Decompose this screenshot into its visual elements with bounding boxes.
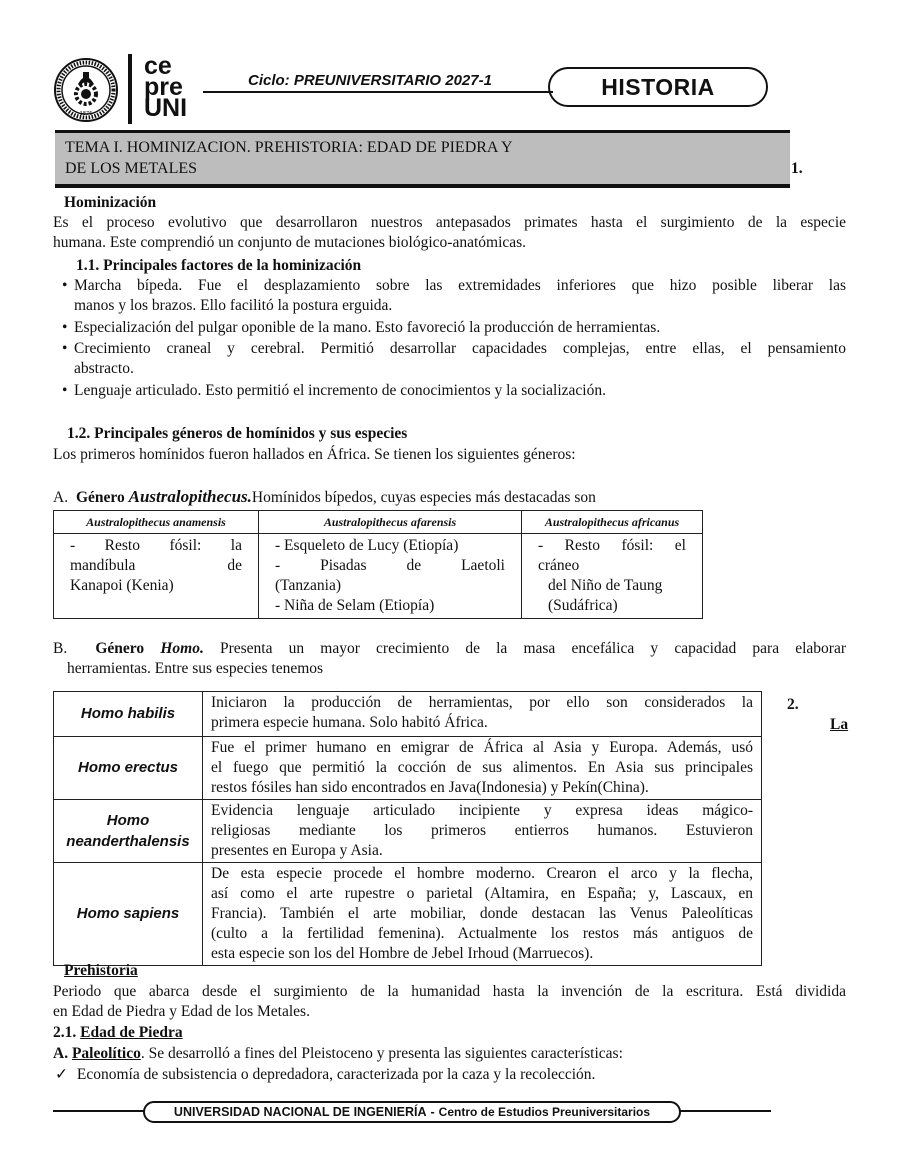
genus-label: Género: [95, 640, 145, 657]
cell-line: (Tanzania): [275, 577, 342, 594]
list-item-line: Crecimiento craneal y cerebral. Permitió desarrollar capacidades complejas, entre ellas, el pensamiento: [74, 340, 846, 357]
list-item-line: abstracto.: [74, 360, 134, 377]
genus-label: Género: [75, 489, 125, 506]
species-description-cell: [203, 737, 762, 800]
topic-banner: [55, 130, 790, 188]
cell-line: presentes en Europa y Asia.: [211, 842, 383, 859]
australopithecus-heading: [53, 487, 596, 508]
cell-line: del Niño de Taung: [548, 577, 663, 594]
table-cell: [259, 534, 522, 619]
side-word: La: [830, 716, 849, 733]
item-letter: B.: [53, 640, 68, 657]
section-title-hominizacion: Hominización: [64, 194, 157, 211]
section-title-prehistoria: Prehistoria: [64, 962, 138, 979]
bullet-icon: •: [62, 319, 68, 336]
university-seal-logo: [54, 58, 118, 122]
cell-line: Kanapoi (Kenia): [70, 577, 174, 594]
table-header-row: [54, 511, 703, 534]
paragraph-line: Es el proceso evolutivo que desarrollaron nuestros antepasados primates hasta el surgimiento de la especie: [53, 214, 846, 231]
cycle-label: Ciclo: PREUNIVERSITARIO 2027-1: [248, 72, 492, 89]
cell-line: - Niña de Selam (Etiopía): [275, 597, 435, 614]
cell-line: mandíbula de: [70, 557, 242, 574]
cell-line: Fue el primer humano en emigrar de África al Asia y Europa. Además, usó: [211, 739, 753, 756]
item-letter: A.: [53, 1045, 69, 1062]
prehistoria-paragraph: [53, 982, 846, 1022]
cepre-uni-logo: [144, 52, 188, 122]
table-row: [54, 737, 762, 800]
footer-center: Centro de Estudios Preuniversitarios: [438, 1105, 651, 1119]
table-header-cell: Australopithecus africanus: [522, 511, 703, 534]
list-item-line: Lenguaje articulado. Esto permitió el incremento de conocimientos y la socialización.: [74, 382, 606, 399]
side-number-2: 2.: [787, 696, 799, 713]
cell-line: (culto a la fertilidad femenina). Actualmente los restos más antiguos de: [211, 925, 753, 942]
checklist-item: [55, 1065, 595, 1085]
paragraph-line: Periodo que abarca desde el surgimiento de la humanidad hasta la invención de la escritura. Está dividida: [53, 983, 846, 1000]
cell-line: restos fósiles han sido encontrados en Java(Indonesia) y Pekín(China).: [211, 779, 649, 796]
species-description-cell: [203, 692, 762, 737]
topic-line-1: TEMA I. HOMINIZACION. PREHISTORIA: EDAD DE PIEDRA Y: [65, 139, 513, 156]
brand-line-uni: UNI: [144, 94, 188, 122]
subsection-title-factores: 1.1. Principales factores de la hominización: [76, 257, 362, 274]
checkmark-icon: ✓: [55, 1066, 68, 1083]
paleolitico-heading: [53, 1044, 623, 1064]
species-name: Homo erectus: [77, 759, 179, 776]
paleolitico-description: . Se desarrolló a fines del Pleistoceno y presenta las siguientes características:: [140, 1045, 623, 1062]
list-item-line: Especialización del pulgar oponible de la mano. Esto favoreció la producción de herramientas.: [74, 319, 661, 336]
table-header-cell: Australopithecus anamensis: [54, 511, 259, 534]
homo-species-table: [53, 691, 762, 966]
cell-line: - Resto fósil: el: [538, 537, 686, 554]
subsection-number: 2.1.: [53, 1024, 77, 1041]
bullet-icon: •: [62, 277, 68, 294]
cell-line: cráneo: [538, 557, 580, 574]
footer-separator: -: [430, 1105, 435, 1119]
species-cell: [54, 800, 203, 863]
cell-line: religiosas mediante los primeros entierros humanos. Estuvieron: [211, 822, 753, 839]
table-cell: [522, 534, 703, 619]
cell-line: De esta especie procede el hombre moderno. Crearon el arco y la flecha,: [211, 865, 753, 882]
species-name: Homo habilis: [80, 705, 176, 722]
list-item: [62, 381, 846, 401]
table-row: [54, 863, 762, 966]
topic-line-2: DE LOS METALES: [65, 160, 198, 177]
homo-heading-line-2: herramientas. Entre sus especies tenemos: [67, 660, 324, 677]
species-name: neanderthalensis: [66, 833, 190, 850]
genus-description: Homínidos bípedos, cuyas especies más destacadas son: [251, 489, 596, 506]
cell-line: Francia). También el arte mobiliar, donde destacan las Venus Paleolíticas: [211, 905, 753, 922]
table-row: [54, 692, 762, 737]
bullet-icon: •: [62, 382, 68, 399]
generos-intro: Los primeros homínidos fueron hallados en África. Se tienen los siguientes géneros:: [53, 446, 576, 463]
cell-line: - Esqueleto de Lucy (Etiopía): [275, 537, 459, 554]
table-cell: [54, 534, 259, 619]
cell-line: esta especie son los del Hombre de Jebel Irhoud (Marruecos).: [211, 945, 594, 962]
homo-heading: [53, 639, 846, 679]
paragraph-line: en Edad de Piedra y Edad de los Metales.: [53, 1003, 310, 1020]
cell-line: - Resto fósil: la: [70, 537, 242, 554]
brand-line-ce: ce: [144, 52, 172, 80]
species-cell: [54, 737, 203, 800]
table-header-cell: Australopithecus afarensis: [259, 511, 522, 534]
cell-line: Iniciaron la producción de herramientas, por ello son considerados la: [211, 694, 753, 711]
list-item: [62, 276, 846, 316]
hominizacion-paragraph: [53, 213, 846, 253]
paragraph-line: humana. Este comprendió un conjunto de mutaciones biológico-anatómicas.: [53, 234, 527, 251]
cell-line: así como el arte rupestre o parietal (Altamira, en España; y, Lascaux, en: [211, 885, 753, 902]
species-description-cell: [203, 800, 762, 863]
header-rule: [203, 91, 553, 93]
cell-line: primera especie humana. Solo habitó África.: [211, 714, 488, 731]
subsection-title-edad-piedra: [53, 1023, 183, 1043]
topic-title: [65, 137, 513, 179]
checklist-text: Economía de subsistencia o depredadora, caracterizada por la caza y la recolección.: [76, 1066, 596, 1083]
footer-badge: [143, 1101, 681, 1123]
paleolitico-title: Paleolítico: [71, 1045, 141, 1062]
table-row: [54, 534, 703, 619]
species-cell: [54, 692, 203, 737]
svg-text:1876: 1876: [79, 111, 93, 117]
subject-badge: [548, 67, 768, 107]
item-letter: A.: [53, 489, 69, 506]
species-name: Homo sapiens: [76, 905, 180, 922]
subsection-title-generos: 1.2. Principales géneros de homínidos y sus especies: [67, 425, 408, 442]
subject-title: HISTORIA: [601, 73, 715, 100]
brand-line-pre: pre: [144, 73, 183, 101]
genus-name: Australopithecus.: [128, 487, 252, 506]
header-divider-bar: [128, 54, 132, 124]
cell-line: (Sudáfrica): [548, 597, 618, 614]
subsection-label: Edad de Piedra: [80, 1024, 183, 1041]
list-item: [62, 318, 846, 338]
genus-description: Presenta un mayor crecimiento de la masa encefálica y capacidad para elaborar: [219, 640, 847, 657]
list-item: [62, 339, 846, 379]
homo-heading-line-1: [53, 639, 846, 659]
cell-line: el fuego que permitió la cocción de sus alimentos. En Asia sus principales: [211, 759, 753, 776]
table-row: [54, 800, 762, 863]
species-cell: [54, 863, 203, 966]
side-number-1: 1.: [791, 160, 803, 177]
footer-university: UNIVERSIDAD NACIONAL DE INGENIERÍA: [173, 1105, 427, 1119]
cell-line: - Pisadas de Laetoli: [275, 557, 505, 574]
list-item-line: manos y los brazos. Ello facilitó la postura erguida.: [74, 297, 393, 314]
cell-line: Evidencia lenguaje articulado incipiente y expresa ideas mágico-: [211, 802, 753, 819]
factores-list: [62, 276, 846, 401]
australopithecus-table: [53, 510, 703, 619]
species-name: Homo: [106, 812, 150, 829]
species-description-cell: [203, 863, 762, 966]
list-item-line: Marcha bípeda. Fue el desplazamiento sobre las extremidades inferiores que hizo posible liberar las: [74, 277, 846, 294]
bullet-icon: •: [62, 340, 68, 357]
genus-name: Homo.: [160, 640, 204, 657]
